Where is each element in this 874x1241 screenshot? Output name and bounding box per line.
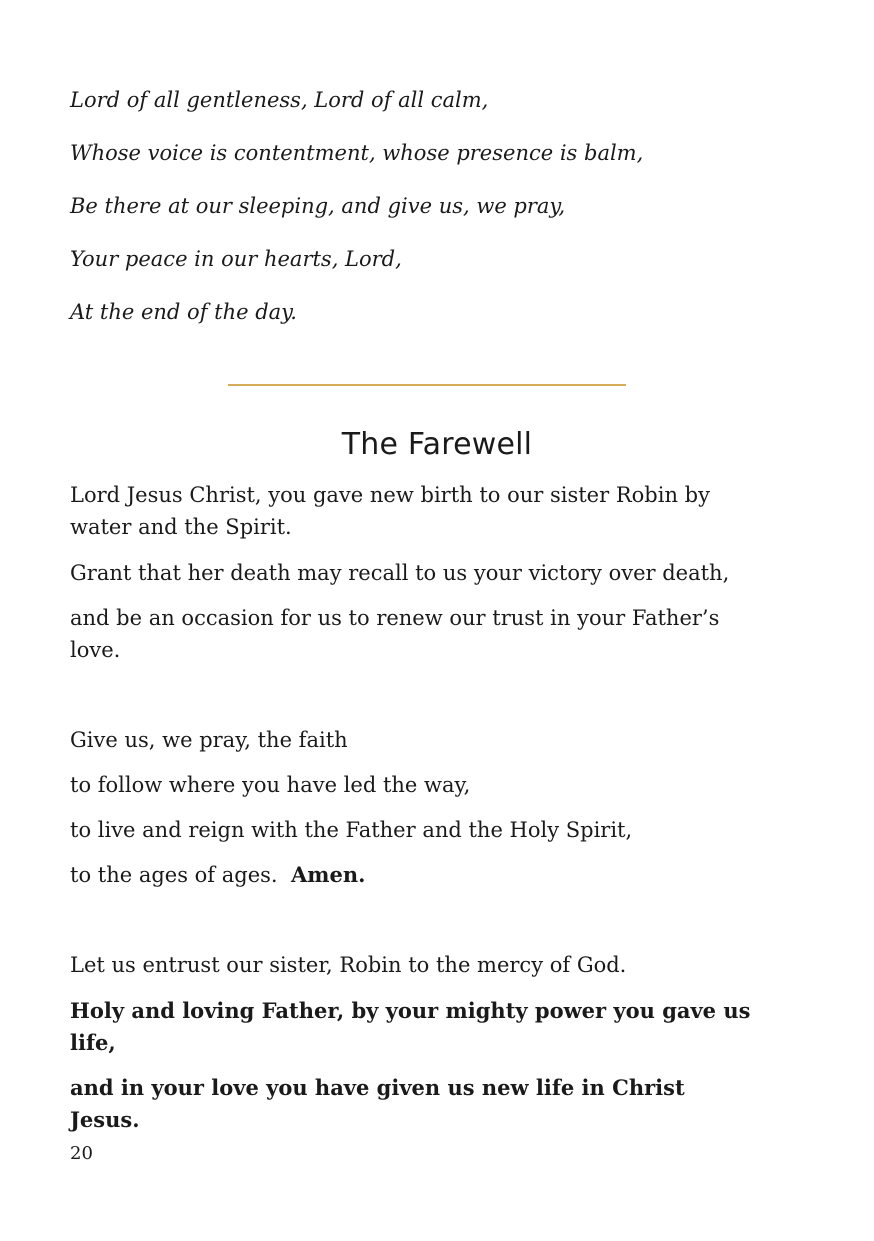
hymn-line: Be there at our sleeping, and give us, we pray, <box>70 194 566 218</box>
prayer-line: Let us entrust our sister, Robin to the mercy of God. <box>70 953 627 977</box>
hymn-line: Whose voice is contentment, whose presence is balm, <box>70 141 644 165</box>
prayer-line-text: to the ages of ages. <box>70 863 278 887</box>
section-divider <box>228 384 626 386</box>
prayer-line-amen <box>70 859 760 891</box>
page-number: 20 <box>70 1143 93 1164</box>
congregation-response: Holy and loving Father, by your mighty power you gave us life, <box>70 998 751 1055</box>
amen-response: Amen. <box>290 862 366 887</box>
prayer-paragraph: and be an occasion for us to renew our trust in your Father’s love. <box>70 606 720 662</box>
congregation-response: and in your love you have given us new life in Christ Jesus. <box>70 1075 685 1132</box>
prayer-line: Give us, we pray, the faith <box>70 728 348 752</box>
prayer-line: to live and reign with the Father and the Holy Spirit, <box>70 818 633 842</box>
section-title: The Farewell <box>341 427 533 462</box>
hymn-line: Your peace in our hearts, Lord, <box>70 247 402 271</box>
hymn-line: At the end of the day. <box>70 300 297 324</box>
prayer-paragraph: Lord Jesus Christ, you gave new birth to our sister Robin by water and the Spirit. <box>70 483 710 539</box>
prayer-paragraph: Grant that her death may recall to us your victory over death, <box>70 561 730 585</box>
hymn-line: Lord of all gentleness, Lord of all calm, <box>70 88 489 112</box>
hymn-verse <box>70 86 790 351</box>
prayer-line: to follow where you have led the way, <box>70 773 471 797</box>
